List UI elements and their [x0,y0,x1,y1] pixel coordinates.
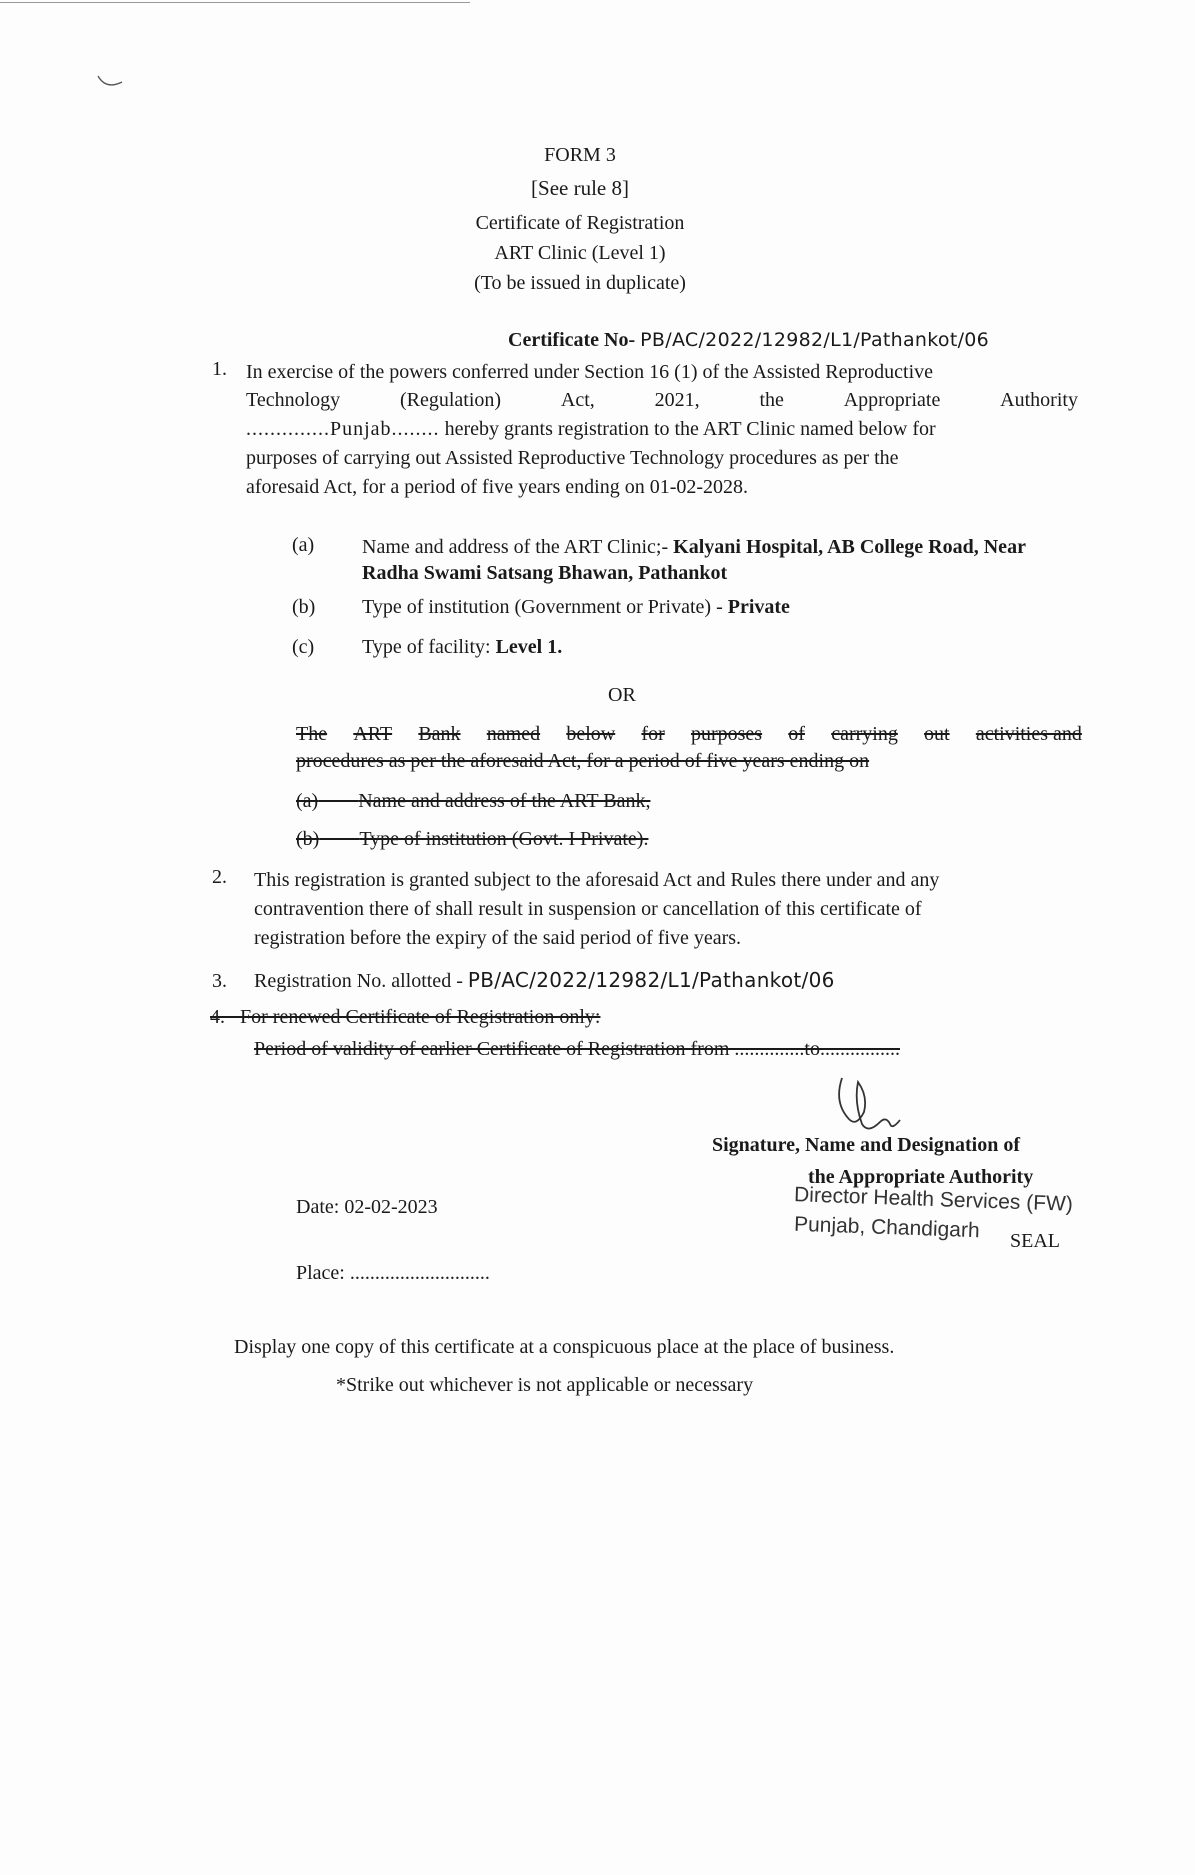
art-bank-sub-a [296,790,650,813]
registration-label: Registration No. allotted - [254,970,463,992]
stamp-line-2: Punjab, Chandigarh [793,1212,981,1243]
item-3-text [254,968,835,993]
display-instruction: Display one copy of this certificate at a conspicuous place at the place of business. [234,1336,895,1358]
art-bank-word: purposes [690,723,763,745]
sub-c-prefix: Type of facility: [362,636,491,658]
art-bank-word: The [296,723,328,745]
item-2-line-1 [254,866,1084,895]
certificate-title: Certificate of Registration [475,212,685,234]
sub-a-prefix: Name and address of the ART Clinic;- [362,536,669,558]
art-bank-word: for [641,723,665,745]
item-2-number: 2. [212,866,227,888]
date-label: Date: [296,1196,340,1218]
signature-caption-2: the Appropriate Authority [808,1166,1034,1188]
item-1-word: Act, [560,389,595,411]
sub-a-label: (a) [292,534,315,556]
item-1-word: (Regulation) [399,389,502,411]
date-value: 02-02-2023 [344,1196,438,1218]
item-1-line-4 [246,444,1078,473]
item-2-line-3 [254,924,1084,953]
sub-c-text [362,636,562,659]
scan-mark [96,72,126,92]
sub-b-prefix: Type of institution (Government or Private) - [362,596,723,618]
item-1-word: Appropriate [843,389,941,411]
item-2-text-a: This registration is granted subject to the aforesaid Act and Rules there under and any [254,869,940,891]
strike-out-note: *Strike out whichever is not applicable or necessary [336,1374,754,1396]
art-bank-word: carrying [831,723,898,745]
item-1-number: 1. [212,358,227,380]
item-1-text-d: aforesaid Act, for a period of five years ending on 01-02-2028. [246,476,749,498]
place [296,1262,490,1285]
sub-b-text [362,596,790,619]
art-bank-word: below [566,723,616,745]
certificate-number-value: PB/AC/2022/12982/L1/Pathankot/06 [640,329,990,351]
item-1-word: 2021, [654,389,700,411]
item-1-line-3 [246,415,1078,444]
art-bank-sub-b-text: Type of institution (Govt. I Private). [359,828,649,850]
item-2-text-c: registration before the expiry of the said period of five years. [254,927,742,949]
clinic-name-address: Kalyani Hospital, AB College Road, Near Radha Swami Satsang Bhawan, Pathankot [362,536,1026,584]
art-bank-word: named [486,723,541,745]
art-bank-sub-b [296,828,648,851]
sub-b-label: (b) [292,596,316,618]
item-1-word: Authority [1000,389,1078,411]
item-4-line-1 [210,1006,600,1029]
place-value: ............................ [349,1262,490,1284]
art-bank-sub-a-label: (a) [296,790,319,812]
art-bank-word: ART [353,723,393,745]
institution-type: Private [727,596,790,618]
stamp-line-1: Director Health Services (FW) [793,1183,1074,1216]
registration-number: PB/AC/2022/12982/L1/Pathankot/06 [467,968,835,992]
or-separator: OR [608,684,636,706]
certificate-number-label: Certificate No- [508,329,636,351]
item-4-text-a: For renewed Certificate of Registration only: [240,1006,601,1028]
item-4-number: 4. [210,1006,225,1028]
item-2-line-2 [254,895,1084,924]
item-1-word: the [759,389,784,411]
signature-caption [712,1134,1020,1157]
item-2-text-b: contravention there of shall result in suspension or cancellation of this certificate of [254,898,922,920]
facility-type: Level 1. [495,636,563,658]
item-1-line-5 [246,473,1078,502]
place-label: Place: [296,1262,345,1284]
item-1-line-1 [246,358,1078,387]
item-1-word: Technology [246,389,341,411]
issue-note: (To be issued in duplicate) [474,272,686,294]
top-edge-line [0,2,470,3]
item-1-text-a: In exercise of the powers conferred under Section 16 (1) of the Assisted Reproductive [246,361,934,383]
signature-caption-1: Signature, Name and Designation of [712,1134,1020,1156]
issue-date [296,1196,438,1219]
art-bank-word: activities and [975,723,1082,745]
art-bank-sub-a-text: Name and address of the ART Bank, [358,790,651,812]
art-bank-line-1 [296,720,1082,749]
art-bank-word: of [788,723,805,745]
art-bank-line-2: procedures as per the aforesaid Act, for a period of five years ending on [296,750,870,772]
art-bank-sub-b-label: (b) [296,828,320,850]
sub-c-label: (c) [292,636,315,658]
sub-a-text [362,534,1082,586]
clinic-level: ART Clinic (Level 1) [494,242,666,264]
item-3-number: 3. [212,970,227,992]
form-number: FORM 3 [544,144,616,166]
item-4-line-2: Period of validity of earlier Certificate of Registration from ..............to................ [254,1038,900,1060]
authority-state: ..............Punjab........ [246,418,440,440]
art-bank-word: out [924,723,950,745]
item-1-line-2 [246,386,1078,415]
certificate-number [508,326,989,354]
seal-label: SEAL [1010,1230,1060,1252]
handwritten-signature [828,1072,918,1142]
item-1-text-c: purposes of carrying out Assisted Reproductive Technology procedures as per the [246,447,899,469]
item-1-text-b: hereby grants registration to the ART Clinic named below for [444,418,936,440]
art-bank-word: Bank [418,723,461,745]
rule-reference: [See rule 8] [531,176,629,200]
